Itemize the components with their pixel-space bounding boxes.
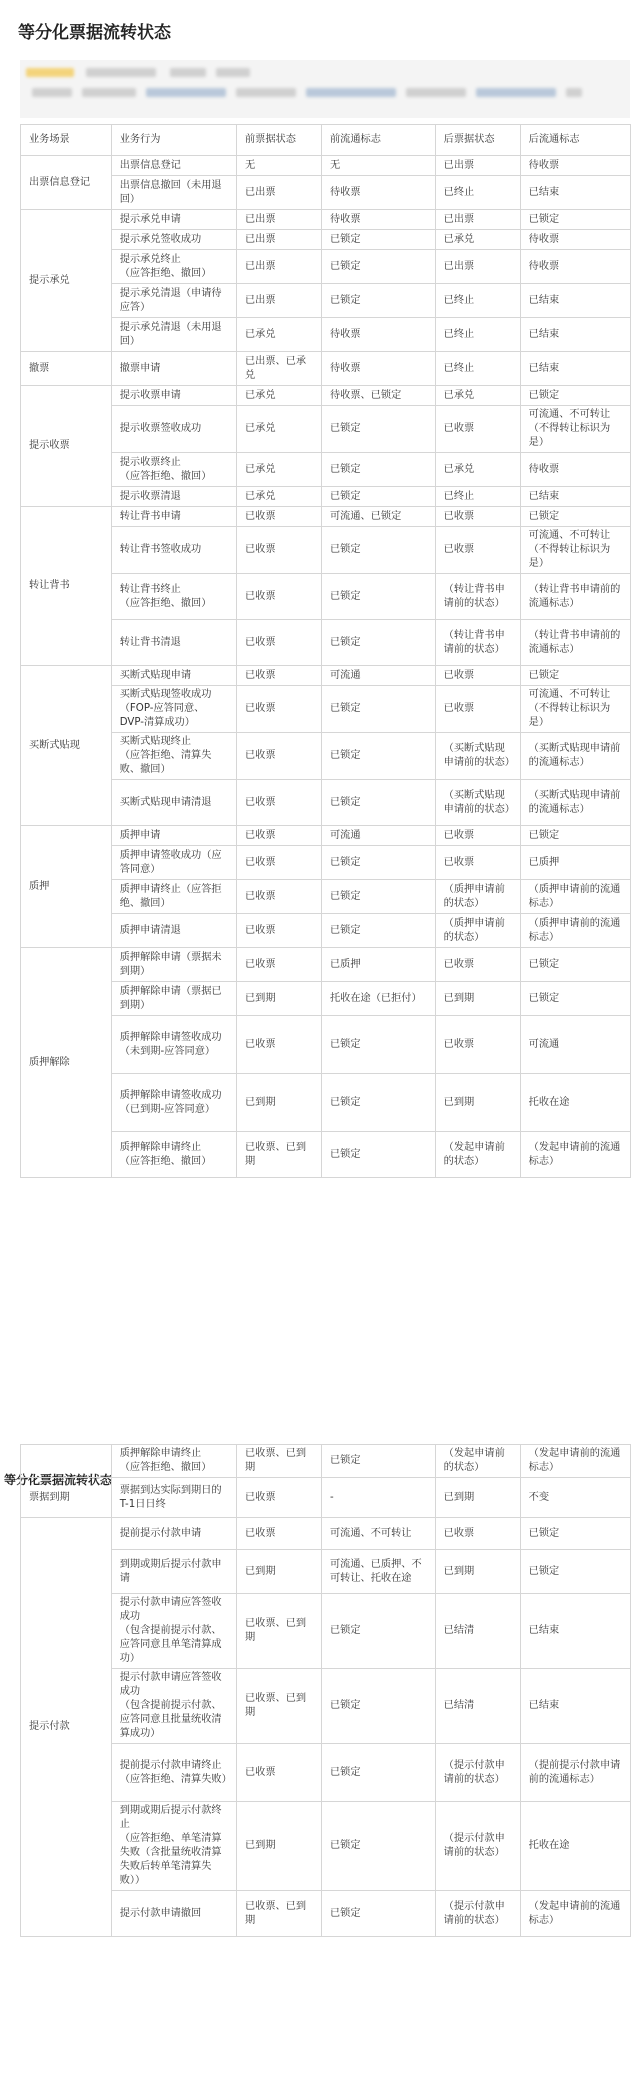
table-cell: 已出票 [435, 210, 520, 230]
table-cell: 已收票 [435, 846, 520, 880]
table-cell: 质押申请 [111, 826, 236, 846]
table-cell: 质押解除申请终止 （应答拒绝、撤回） [111, 1445, 236, 1478]
table-cell: 已质押 [321, 948, 435, 982]
table-cell: 可流通、不可转让（不得转让标识为是） [520, 527, 630, 574]
table-row [21, 620, 631, 666]
table-row [21, 1478, 631, 1518]
table-row [21, 284, 631, 318]
table-cell: 提示承兑清退（未用退回） [111, 318, 236, 352]
table-cell: 已收票、已到期 [236, 1132, 321, 1178]
table-cell: （质押申请前的流通标志） [520, 880, 630, 914]
table-cell: 已终止 [435, 352, 520, 386]
table-cell: 已收票、已到期 [236, 1445, 321, 1478]
table-cell: 已锁定 [520, 1518, 630, 1550]
table-row [21, 487, 631, 507]
table-cell: 待收票 [321, 352, 435, 386]
table-cell: 已锁定 [321, 914, 435, 948]
column-header: 前流通标志 [321, 125, 435, 156]
table-row [21, 1074, 631, 1132]
table-row [21, 846, 631, 880]
scenario-cell: 提示承兑 [21, 210, 112, 352]
table-cell: 已锁定 [321, 527, 435, 574]
table-cell: 已承兑 [236, 318, 321, 352]
table-cell: 已锁定 [520, 386, 630, 406]
table-cell: 已终止 [435, 318, 520, 352]
table-cell: 已收票 [236, 620, 321, 666]
table-cell: 转让背书签收成功 [111, 527, 236, 574]
table-row [21, 406, 631, 453]
table-cell: - [321, 1478, 435, 1518]
table-cell: 已锁定 [321, 1016, 435, 1074]
table-row [21, 210, 631, 230]
table-row [21, 1550, 631, 1594]
table-cell: 已承兑 [236, 487, 321, 507]
table-cell: 提示付款申请应答签收成功 （包含提前提示付款、应答同意且单笔清算成功） [111, 1594, 236, 1669]
table-row [21, 1802, 631, 1891]
table-cell: 待收票 [321, 210, 435, 230]
table-cell: 不变 [520, 1478, 630, 1518]
table-cell: （提示付款申请前的状态） [435, 1744, 520, 1802]
table-cell: （提示付款申请前的状态） [435, 1891, 520, 1937]
table-cell: 出票信息撤回（未用退回） [111, 176, 236, 210]
table-row [21, 948, 631, 982]
table-cell: 已收票 [236, 1478, 321, 1518]
table-cell: 提前提示付款申请终止 （应答拒绝、清算失败） [111, 1744, 236, 1802]
table-row [21, 176, 631, 210]
table-cell: 质押解除申请签收成功 （未到期-应答同意） [111, 1016, 236, 1074]
header-row [21, 125, 631, 156]
table-cell: 已锁定 [321, 1802, 435, 1891]
table-row [21, 230, 631, 250]
table-cell: 已质押 [520, 846, 630, 880]
table-cell: 已锁定 [321, 1744, 435, 1802]
table-cell: 托收在途 [520, 1802, 630, 1891]
table-cell: 已锁定 [321, 1445, 435, 1478]
table-cell: 已锁定 [520, 948, 630, 982]
table-cell: （质押申请前的状态） [435, 880, 520, 914]
table-cell: 已锁定 [321, 284, 435, 318]
table-cell: 已收票 [236, 826, 321, 846]
scenario-cell: 提示收票 [21, 386, 112, 507]
table-cell: 出票信息登记 [111, 156, 236, 176]
table-cell: 已锁定 [321, 686, 435, 733]
state-table-continued [20, 1444, 631, 1937]
table-cell: 已收票 [236, 1016, 321, 1074]
scenario-cell: 出票信息登记 [21, 156, 112, 210]
table-row [21, 733, 631, 780]
table-cell: （买断式贴现申请前的状态） [435, 733, 520, 780]
table-cell: 已锁定 [520, 826, 630, 846]
table-row [21, 880, 631, 914]
table-cell: 已出票 [236, 176, 321, 210]
table-cell: （提示付款申请前的状态） [435, 1802, 520, 1891]
table-cell: 已出票、已承兑 [236, 352, 321, 386]
table-cell: 已结清 [435, 1669, 520, 1744]
table-cell: 可流通 [321, 666, 435, 686]
table-cell: 已收票 [236, 574, 321, 620]
table-cell: 已结束 [520, 284, 630, 318]
table-cell: 已终止 [435, 176, 520, 210]
table-cell: 已收票 [236, 527, 321, 574]
table-row [21, 453, 631, 487]
table-cell: 可流通、不可转让 [321, 1518, 435, 1550]
table-cell: 已出票 [236, 210, 321, 230]
table-cell: 已收票、已到期 [236, 1891, 321, 1937]
table-row [21, 686, 631, 733]
table-cell: 已到期 [435, 1550, 520, 1594]
table-cell: 已收票 [236, 914, 321, 948]
state-table [20, 124, 631, 1178]
table-row [21, 507, 631, 527]
table-cell: 已结束 [520, 1594, 630, 1669]
table-cell: 无 [321, 156, 435, 176]
table-cell: 已收票 [435, 1518, 520, 1550]
table-cell: 已到期 [435, 1478, 520, 1518]
table-cell: 提示承兑申请 [111, 210, 236, 230]
table-cell: （发起申请前的流通标志） [520, 1132, 630, 1178]
table-cell: 提示承兑清退（申请待应答） [111, 284, 236, 318]
table-cell: 已收票 [236, 780, 321, 826]
table-cell: 已锁定 [520, 666, 630, 686]
scenario-cell: 质押 [21, 826, 112, 948]
table-row [21, 574, 631, 620]
table-cell: 已收票 [435, 507, 520, 527]
table-row [21, 1016, 631, 1074]
table-cell: 待收票 [520, 230, 630, 250]
table-cell: 已出票 [435, 156, 520, 176]
table-cell: 已锁定 [321, 453, 435, 487]
table-cell: （转让背书申请前的状态） [435, 574, 520, 620]
table-row [21, 318, 631, 352]
table-cell: 买断式贴现申请 [111, 666, 236, 686]
table-cell: 已锁定 [321, 1594, 435, 1669]
table-cell: 已到期 [435, 1074, 520, 1132]
table-cell: 已到期 [236, 1550, 321, 1594]
table-cell: 已锁定 [321, 1891, 435, 1937]
table-cell: （发起申请前的状态） [435, 1445, 520, 1478]
table-cell: 到期或期后提示付款申请 [111, 1550, 236, 1594]
table-cell: 已锁定 [321, 733, 435, 780]
table-cell: 已锁定 [321, 487, 435, 507]
table-cell: 已到期 [236, 1074, 321, 1132]
table-cell: 买断式贴现签收成功 （FOP-应答同意、DVP-清算成功） [111, 686, 236, 733]
table-row [21, 780, 631, 826]
table-row [21, 1445, 631, 1478]
table-cell: 已承兑 [435, 230, 520, 250]
table-cell: 已出票 [236, 284, 321, 318]
table-cell: 质押解除申请（票据未到期） [111, 948, 236, 982]
table-cell: 无 [236, 156, 321, 176]
table-cell: 待收票 [520, 453, 630, 487]
table-cell: 已收票、已到期 [236, 1669, 321, 1744]
table-cell: 已收票 [435, 666, 520, 686]
table-cell: 已收票、已到期 [236, 1594, 321, 1669]
table-cell: 提前提示付款申请 [111, 1518, 236, 1550]
table-cell: （买断式贴现申请前的流通标志） [520, 780, 630, 826]
table-row [21, 666, 631, 686]
table-cell: 转让背书申请 [111, 507, 236, 527]
table-cell: 转让背书终止 （应答拒绝、撤回） [111, 574, 236, 620]
table-cell: 已锁定 [321, 880, 435, 914]
table-cell: 已收票 [435, 406, 520, 453]
table-cell: 已到期 [435, 982, 520, 1016]
table-cell: 已锁定 [321, 574, 435, 620]
table-cell: （发起申请前的流通标志） [520, 1891, 630, 1937]
table-cell: 已结束 [520, 487, 630, 507]
table-cell: 已结束 [520, 318, 630, 352]
table-cell: 已收票 [236, 666, 321, 686]
table-cell: 托收在途 [520, 1074, 630, 1132]
table-cell: 提示收票申请 [111, 386, 236, 406]
scenario-cell: 质押解除 [21, 948, 112, 1178]
table-cell: 已锁定 [321, 1074, 435, 1132]
table-cell: 已收票 [236, 1744, 321, 1802]
table-cell: 质押解除申请签收成功 （已到期-应答同意） [111, 1074, 236, 1132]
table-cell: 已到期 [236, 982, 321, 1016]
table-cell: 可流通、已质押、不可转让、托收在途 [321, 1550, 435, 1594]
table-cell: 已结束 [520, 176, 630, 210]
table-cell: 已承兑 [236, 453, 321, 487]
column-header: 后票据状态 [435, 125, 520, 156]
table-row [21, 826, 631, 846]
table-cell: （买断式贴现申请前的流通标志） [520, 733, 630, 780]
table-row [21, 1669, 631, 1744]
table-cell: 已收票 [435, 826, 520, 846]
table-cell: 已收票 [236, 846, 321, 880]
table-cell: 可流通 [520, 1016, 630, 1074]
table-cell: （发起申请前的流通标志） [520, 1445, 630, 1478]
table-cell: 已承兑 [435, 453, 520, 487]
table-cell: 已收票 [236, 507, 321, 527]
table-cell: 已锁定 [520, 1550, 630, 1594]
table-cell: 质押解除申请终止 （应答拒绝、撤回） [111, 1132, 236, 1178]
table-cell: 质押申请终止（应答拒绝、撤回） [111, 880, 236, 914]
table-cell: （发起申请前的状态） [435, 1132, 520, 1178]
table-row [21, 1594, 631, 1669]
scenario-cell: 撤票 [21, 352, 112, 386]
table-cell: 提示收票签收成功 [111, 406, 236, 453]
table-cell: 已终止 [435, 284, 520, 318]
table-cell: 已收票 [236, 733, 321, 780]
table-cell: 提示承兑终止 （应答拒绝、撤回） [111, 250, 236, 284]
table-cell: 买断式贴现终止 （应答拒绝、清算失败、撤回） [111, 733, 236, 780]
table-cell: 已收票 [435, 527, 520, 574]
table-cell: 已锁定 [321, 1132, 435, 1178]
table-cell: 提示付款申请撤回 [111, 1891, 236, 1937]
table-row [21, 352, 631, 386]
table-cell: 已收票 [236, 948, 321, 982]
table-cell: 撤票申请 [111, 352, 236, 386]
table-cell: 已锁定 [321, 780, 435, 826]
table-cell: 已收票 [236, 686, 321, 733]
table-cell: （转让背书申请前的流通标志） [520, 574, 630, 620]
table-cell: 已出票 [435, 250, 520, 284]
table-cell: 质押申请清退 [111, 914, 236, 948]
table-cell: 已结束 [520, 1669, 630, 1744]
table-row [21, 982, 631, 1016]
table-cell: （质押申请前的流通标志） [520, 914, 630, 948]
scenario-cell: 提示付款 [21, 1518, 112, 1937]
table-cell: 已锁定 [321, 230, 435, 250]
table-cell: 票据到达实际到期日的T-1日日终 [111, 1478, 236, 1518]
table-cell: 已收票 [435, 686, 520, 733]
table-cell: 已锁定 [520, 210, 630, 230]
table-cell: 待收票 [520, 156, 630, 176]
table-cell: （买断式贴现申请前的状态） [435, 780, 520, 826]
column-header: 业务场景 [21, 125, 112, 156]
table-cell: 提示付款申请应答签收成功 （包含提前提示付款、应答同意且批量统收清算成功） [111, 1669, 236, 1744]
scenario-cell [21, 1445, 112, 1478]
scenario-cell: 票据到期 [21, 1478, 112, 1518]
table-cell: 已结束 [520, 352, 630, 386]
table-cell: 已锁定 [321, 620, 435, 666]
table-cell: 已收票 [236, 880, 321, 914]
scenario-cell: 买断式贴现 [21, 666, 112, 826]
table-cell: 已承兑 [435, 386, 520, 406]
table-cell: 已收票 [435, 948, 520, 982]
table-cell: 质押申请签收成功（应答同意） [111, 846, 236, 880]
table-row [21, 527, 631, 574]
table-cell: 已收票 [435, 1016, 520, 1074]
table-cell: 已锁定 [321, 250, 435, 284]
table-row [21, 1518, 631, 1550]
table-row [21, 914, 631, 948]
table-cell: 可流通、不可转让（不得转让标识为是） [520, 406, 630, 453]
repeated-title: 等分化票据流转状态 [4, 1473, 113, 1487]
column-header: 前票据状态 [236, 125, 321, 156]
table-row [21, 1132, 631, 1178]
table-cell: 可流通、已锁定 [321, 507, 435, 527]
table-cell: 已锁定 [520, 507, 630, 527]
table-cell: （质押申请前的状态） [435, 914, 520, 948]
table-cell: （转让背书申请前的状态） [435, 620, 520, 666]
table-cell: 已承兑 [236, 386, 321, 406]
table-cell: 待收票 [520, 250, 630, 284]
table-cell: 已终止 [435, 487, 520, 507]
table-cell: 待收票 [321, 318, 435, 352]
table-cell: 已锁定 [321, 1669, 435, 1744]
table-cell: 待收票 [321, 176, 435, 210]
table-cell: 转让背书清退 [111, 620, 236, 666]
table-cell: 待收票、已锁定 [321, 386, 435, 406]
table-cell: 已锁定 [520, 982, 630, 1016]
table-cell: 到期或期后提示付款终止 （应答拒绝、单笔清算失败（含批量统收清算失败后转单笔清算失败）） [111, 1802, 236, 1891]
table-cell: 可流通 [321, 826, 435, 846]
table-cell: 托收在途（已拒付） [321, 982, 435, 1016]
page-title: 等分化票据流转状态 [18, 23, 171, 43]
table-cell: 已收票 [236, 1518, 321, 1550]
table-row [21, 250, 631, 284]
table-cell: 已到期 [236, 1802, 321, 1891]
table-cell: 已出票 [236, 250, 321, 284]
table-row [21, 156, 631, 176]
table-cell: （转让背书申请前的流通标志） [520, 620, 630, 666]
table-cell: 已承兑 [236, 406, 321, 453]
column-header: 后流通标志 [520, 125, 630, 156]
table-row [21, 1744, 631, 1802]
table-cell: 提示承兑签收成功 [111, 230, 236, 250]
column-header: 业务行为 [111, 125, 236, 156]
table-cell: 已锁定 [321, 846, 435, 880]
table-row [21, 1891, 631, 1937]
scenario-cell: 转让背书 [21, 507, 112, 666]
table-cell: 提示收票终止 （应答拒绝、撤回） [111, 453, 236, 487]
table-cell: 已结清 [435, 1594, 520, 1669]
table-cell: 提示收票清退 [111, 487, 236, 507]
table-cell: （提前提示付款申请前的流通标志） [520, 1744, 630, 1802]
table-cell: 买断式贴现申请清退 [111, 780, 236, 826]
table-cell: 已出票 [236, 230, 321, 250]
table-row [21, 386, 631, 406]
table-cell: 已锁定 [321, 406, 435, 453]
table-cell: 可流通、不可转让（不得转让标识为是） [520, 686, 630, 733]
table-cell: 质押解除申请（票据已到期） [111, 982, 236, 1016]
